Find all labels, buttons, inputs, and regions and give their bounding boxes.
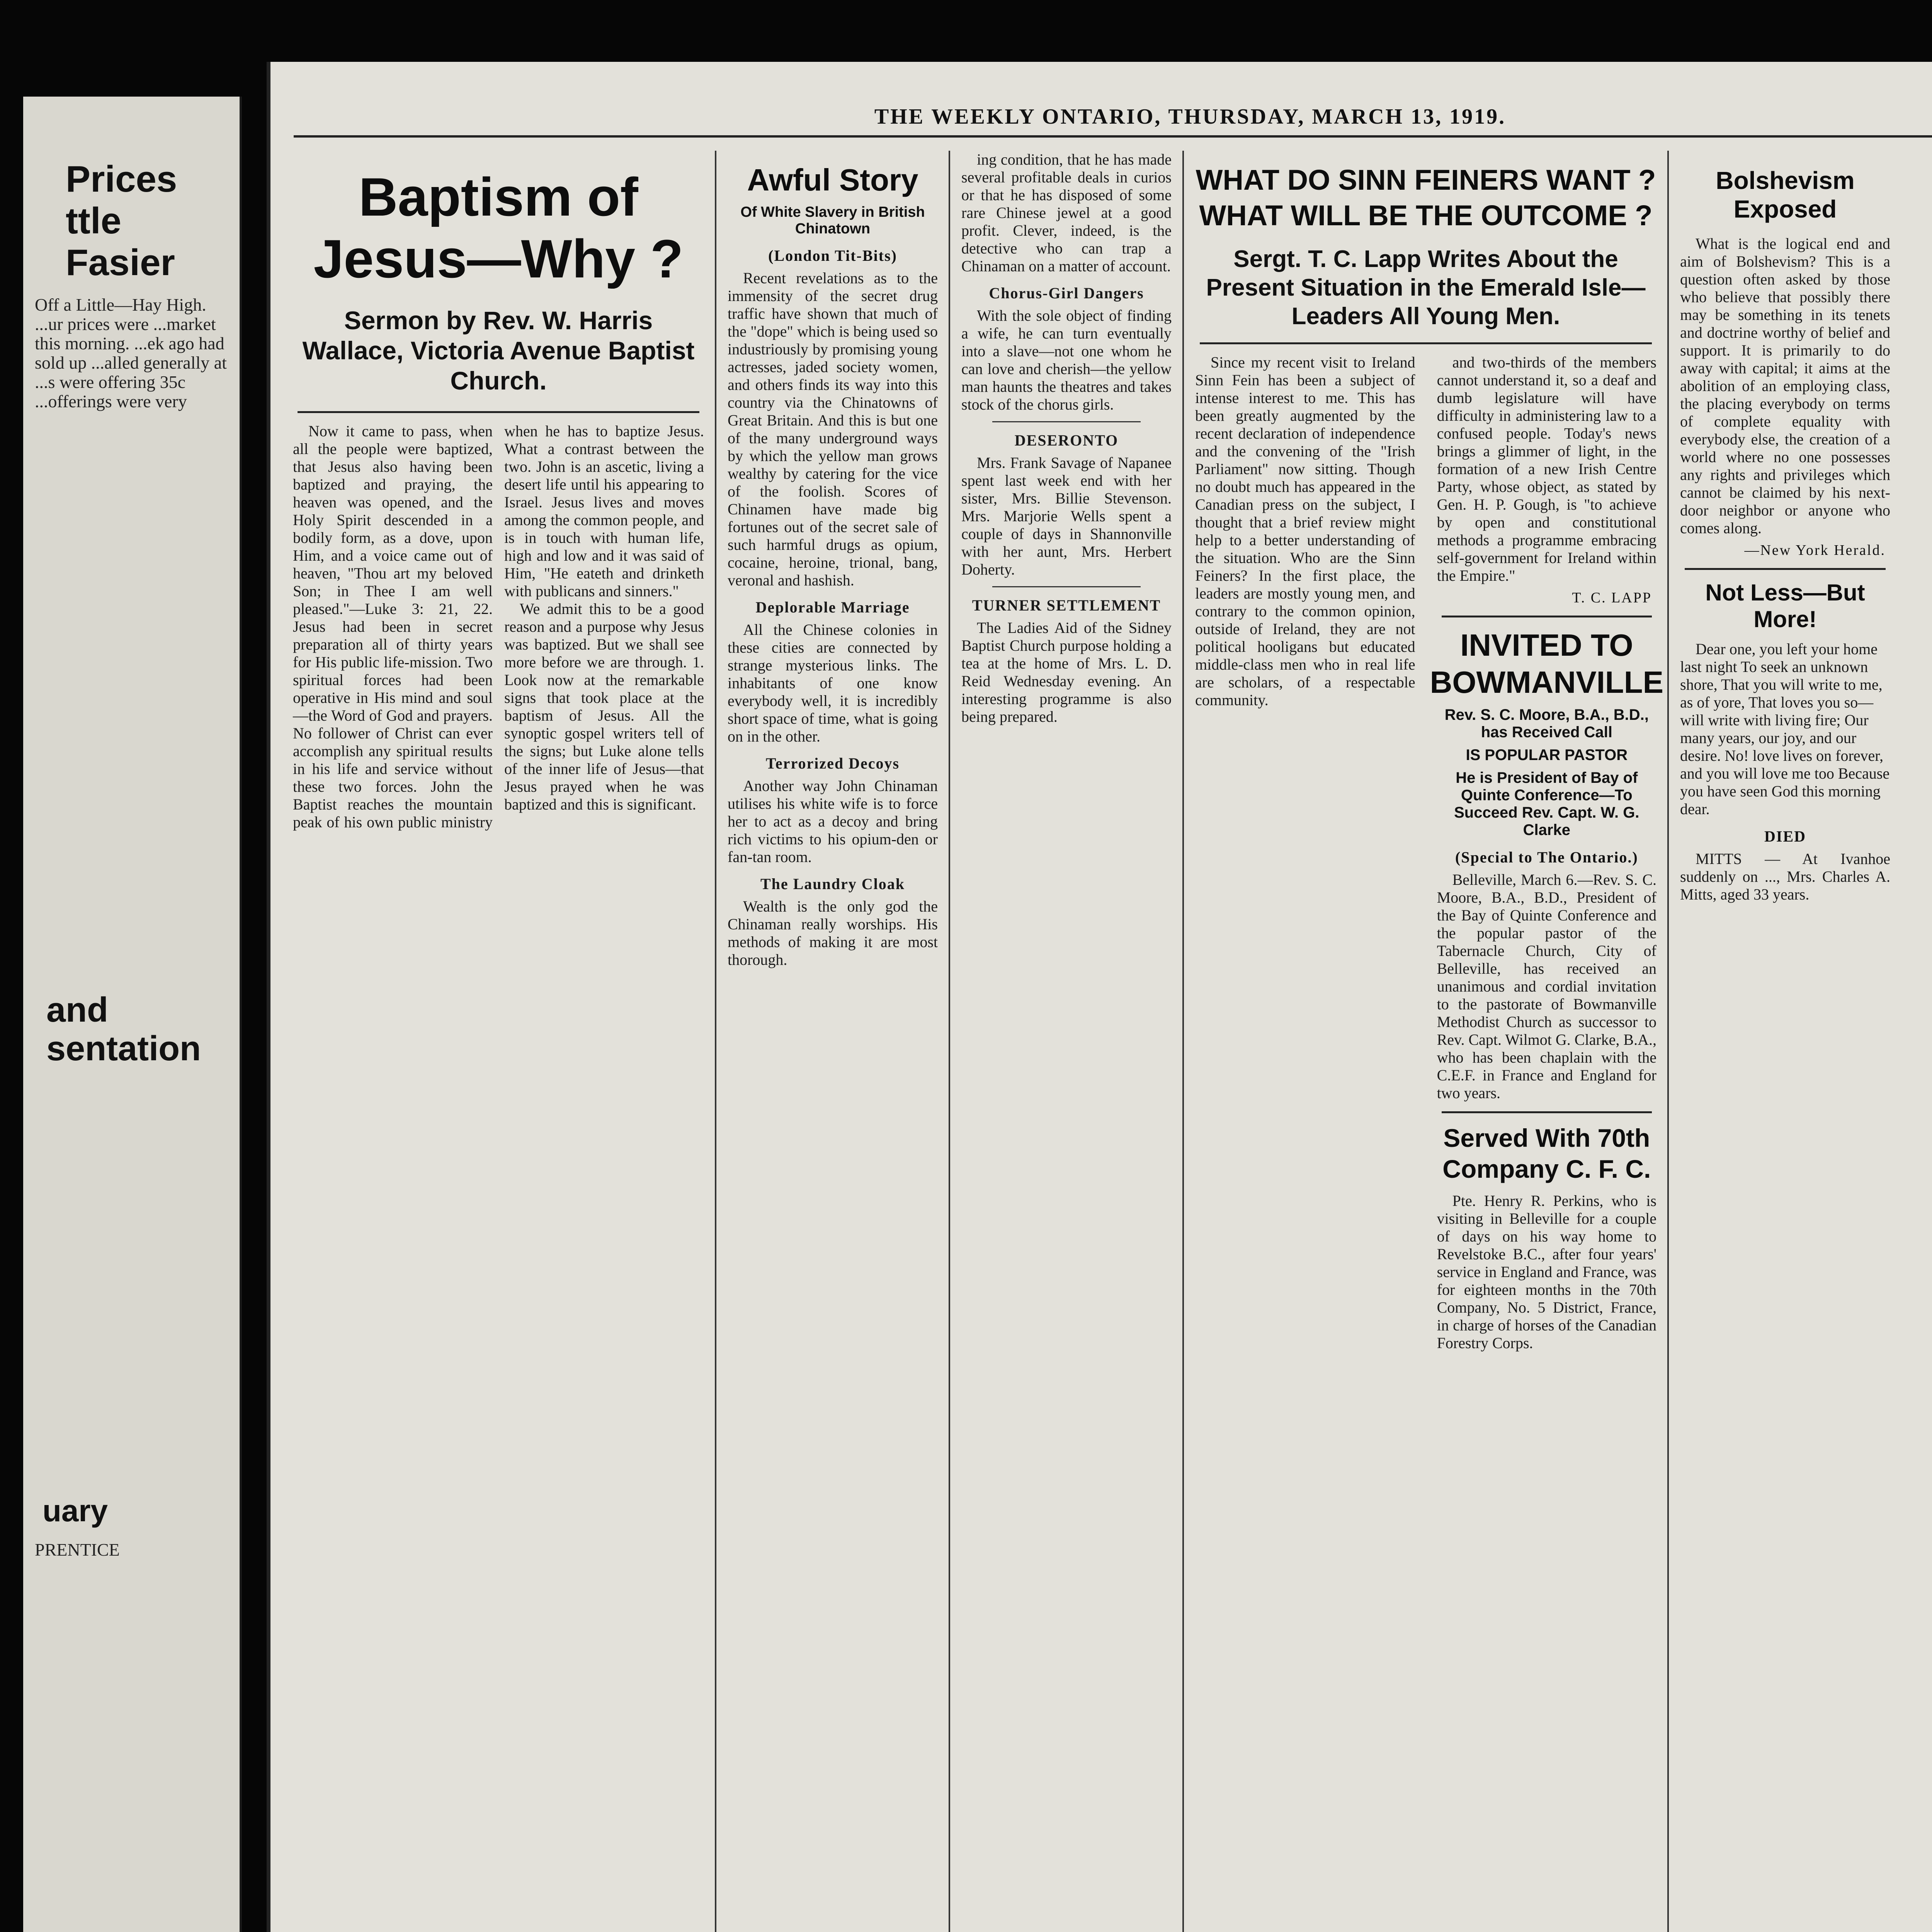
bolshevism-article bbox=[1673, 151, 1897, 1932]
invited-subhead: Rev. S. C. Moore, B.A., B.D., has Received Call bbox=[1444, 706, 1649, 741]
bolshevism-body bbox=[1680, 235, 1890, 537]
deseronto-heading: DESERONTO bbox=[1014, 432, 1119, 449]
col4-paragraph-2: With the sole object of finding a wife, he can turn eventually into a slave—not one whom he can love and cherish—the yellow man haunts the theatres and takes stock of the chorus girls. bbox=[961, 307, 1172, 413]
invited-body bbox=[1437, 871, 1656, 1102]
awful-story-subhead: Of White Slavery in British Chinatown bbox=[740, 204, 925, 237]
bolshevism-byline: —New York Herald. bbox=[1744, 542, 1886, 558]
col4-paragraph-1: ing condition, that he has made several profitable deals in curios or that he has disposed of some rare Chinese jewel at a good profit. Clever, indeed, is the detective who can trap a Chinaman on a matter of account. bbox=[961, 151, 1172, 275]
died-text: MITTS — At Ivanhoe suddenly on ..., Mrs. Charles A. Mitts, aged 33 years. bbox=[1680, 850, 1890, 903]
not-less-headline: Not Less—But More! bbox=[1705, 580, 1865, 632]
fragment-heading-3: uary bbox=[43, 1493, 108, 1528]
invited-dateline: (Special to The Ontario.) bbox=[1455, 849, 1638, 866]
sinn-fein-body bbox=[1195, 354, 1415, 1352]
sinn-fein-columns bbox=[1188, 354, 1663, 1352]
masthead-rule bbox=[294, 135, 1932, 138]
fragment-heading-2: and sentation bbox=[46, 991, 201, 1068]
column-rule bbox=[1667, 151, 1669, 1932]
awful-section-1: Deplorable Marriage bbox=[755, 599, 910, 616]
newspaper-page bbox=[267, 62, 1932, 1932]
sinn-fein-subhead: Sergt. T. C. Lapp Writes About the Present Situation in the Emerald Isle—Leaders All Young Men. bbox=[1206, 246, 1646, 330]
awful-section-2: Terrorized Decoys bbox=[765, 755, 900, 772]
baptism-paragraph-2: We admit this to be a good reason and a purpose why Jesus was baptized. But we shall see more before we are through. 1. Look now at the remarkable signs that took place at the baptism of Jesus. All the synoptic gospel writers tell of the signs; but Luke alone tells of the inner life of Jesus—that Jesus prayed when he was baptized and this is significant. bbox=[504, 600, 704, 813]
baptism-article bbox=[286, 151, 711, 1932]
fragment-text: Off a Little—Hay High. ...ur prices were ...market this morning. ...ek ago had sold up ...alled generally at ...s were offering 35c ...offerings were very bbox=[35, 295, 227, 411]
divider bbox=[298, 411, 699, 413]
awful-story-source: (London Tit-Bits) bbox=[768, 247, 897, 264]
awful-paragraph-1: Recent revelations as to the immensity of the secret drug traffic have shown that much of the "dope" which is being used so industriously by promising young actresses, jaded society women, and others finds its way into this country via the Chinatowns of Great Britain. And this is but one of the many underground ways by which the yellow man grows wealthy by catering for the vice of the foolish. Scores of Chinamen have made big fortunes out of the secret sale of such harmful drugs as opium, cocaine, heroine, trional, bang, veronal and hashish. bbox=[728, 269, 938, 589]
invited-subhead-3: He is President of Bay of Quinte Conference—To Succeed Rev. Capt. W. G. Clarke bbox=[1454, 769, 1639, 838]
invited-subhead-2: IS POPULAR PASTOR bbox=[1466, 747, 1628, 764]
served-body bbox=[1437, 1192, 1656, 1352]
baptism-paragraph-1: Now it came to pass, when all the people were baptized, that Jesus also having been baptized and praying, the heaven was opened, and the Holy Spirit descended in a bodily form, as a dove, upon Him, and a voice came out of heaven, "Thou art my beloved Son; in Thee I am well pleased."—Luke 3: 21, 22. Jesus had been in secret preparation all of thirty years for His public life-mission. Two spiritual forces had been operative in His mind and soul—the Word of God and prayers. No follower of Christ can ever accomplish any spiritual results in his life and service without these two forces. John the Baptist reaches the mountain peak of his own public ministry when he has to baptize Jesus. What a contrast between the two. John is an ascetic, living a desert life until his appearing to Israel. Jesus lives and moves among the common people, and is in touch with human life, high and low and it was said of Him, "He eateth and drinketh with publicans and sinners." bbox=[293, 422, 704, 831]
divider bbox=[1200, 342, 1652, 344]
col4-paragraph-3: Mrs. Frank Savage of Napanee spent last week end with her sister, Mrs. Billie Stevenson. Mrs. Marjorie Wells spent a couple of days in Shannonville with her aunt, Mrs. Herbert Doherty. bbox=[961, 454, 1172, 578]
turner-heading: TURNER SETTLEMENT bbox=[972, 597, 1161, 614]
divider bbox=[992, 421, 1141, 422]
divider bbox=[1442, 616, 1652, 617]
not-less-poem bbox=[1680, 640, 1890, 818]
awful-story-body bbox=[728, 269, 938, 969]
sinn-fein-right-column bbox=[1430, 354, 1663, 1352]
awful-paragraph-2: All the Chinese colonies in these cities are connected by strange mysterious links. The inhabitants of one know everybody well, it is incredibly short space of time, what is going on in the other. bbox=[728, 621, 938, 745]
column-rule bbox=[1182, 151, 1184, 1932]
masthead: THE WEEKLY ONTARIO, THURSDAY, MARCH 13, 1919. bbox=[874, 105, 1506, 129]
bolshevism-paragraph: What is the logical end and aim of Bolshevism? This is a question often asked by those who believe that possibly there may be something in its tenets and doctrine worthy of belief and support. It is primarily to do away with capital; it aims at the abolition of an employing class, the placing everybody on terms of complete equality with everybody else, the creation of a world where no one possesses any rights and privileges which cannot be claimed by his next-door neighbor or anyone who comes along. bbox=[1680, 235, 1890, 537]
baptism-headline: Baptism of Jesus—Why ? bbox=[313, 167, 684, 289]
column-rule bbox=[715, 151, 716, 1932]
sinn-paragraph-1: Since my recent visit to Ireland Sinn Fein has been a subject of intense interest to me. This has been greatly augmented by the recent declaration of independence and the convening of the "Irish Parliament" now sitting. Though no doubt much has appeared in the Canadian press on the subject, I thought that a brief review might help to a better understanding of the situation. Who are the Sinn Feiners? In the first place, the leaders are mostly young men, and contrary to the common opinion, outside of Ireland, they are not political hooligans but educated middle-class men who in real life are scholars, of a respectable community. bbox=[1195, 354, 1415, 709]
column-rule bbox=[949, 151, 950, 1932]
died-heading: DIED bbox=[1764, 828, 1806, 845]
fragment-heading: Prices ttle Fasier bbox=[66, 158, 177, 283]
awful-section-3: The Laundry Cloak bbox=[760, 875, 905, 893]
baptism-subhead: Sermon by Rev. W. Harris Wallace, Victoria Avenue Baptist Church. bbox=[302, 306, 695, 395]
died-notice bbox=[1680, 850, 1890, 903]
left-page-fragment bbox=[23, 97, 242, 1932]
divider bbox=[1685, 568, 1886, 570]
divider bbox=[1442, 1111, 1652, 1113]
col4-paragraph-4: The Ladies Aid of the Sidney Baptist Church purpose holding a tea at the home of Mrs. L. D. Reid Wednesday evening. An interesting programme is also being prepared. bbox=[961, 619, 1172, 725]
sinn-fein-headline: WHAT DO SINN FEINERS WANT ? WHAT WILL BE THE OUTCOME ? bbox=[1196, 164, 1656, 231]
awful-story-headline: Awful Story bbox=[747, 163, 918, 197]
served-headline: Served With 70th Company C. F. C. bbox=[1442, 1124, 1651, 1183]
divider bbox=[992, 586, 1141, 587]
awful-paragraph-3: Another way John Chinaman utilises his white wife is to force her to act as a decoy and bring rich victims to his opium-den or fan-tan room. bbox=[728, 777, 938, 866]
invited-headline: INVITED TO BOWMANVILLE bbox=[1430, 628, 1663, 699]
column-4-body bbox=[961, 151, 1172, 726]
sinn-fein-body-2 bbox=[1437, 354, 1656, 585]
column-4 bbox=[954, 151, 1179, 1932]
sinn-fein-byline: T. C. LAPP bbox=[1572, 590, 1652, 606]
awful-paragraph-4: Wealth is the only god the Chinaman really worships. His methods of making it are most thorough. bbox=[728, 898, 938, 968]
baptism-body bbox=[293, 422, 704, 1932]
not-less-text: Dear one, you left your home last night To seek an unknown shore, That you will write to me, as of yore, That loves you so—will write with living fire; Our many years, our joy, and our desire. No! love lives on forever, and you will love me too Because you have seen God this morning dear. bbox=[1680, 640, 1890, 818]
col4-section-1: Chorus-Girl Dangers bbox=[989, 284, 1144, 302]
served-paragraph: Pte. Henry R. Perkins, who is visiting in Belleville for a couple of days on his way home to Revelstoke B.C., after four years' service in England and France, was for eighteen months in the 70th Company, No. 5 District, France, in charge of horses of the Canadian Forestry Corps. bbox=[1437, 1192, 1656, 1352]
sinn-fein-article bbox=[1188, 151, 1663, 1932]
invited-paragraph: Belleville, March 6.—Rev. S. C. Moore, B.A., B.D., President of the Bay of Quinte Conference and the popular pastor of the Tabernacle Church, City of Belleville, has received an unanimous and cordial invitation to the pastorate of Bowmanville Methodist Church as successor to Rev. Capt. Wilmot G. Clarke, B.A., who has been chaplain with the C.E.F. in France and England for two years. bbox=[1437, 871, 1656, 1102]
awful-story-article bbox=[721, 151, 945, 1932]
fragment-name: PRENTICE bbox=[35, 1540, 120, 1560]
bolshevism-headline: Bolshevism Exposed bbox=[1716, 167, 1855, 223]
sinn-paragraph-2: and two-thirds of the members cannot understand it, so a deaf and dumb legislature will have difficulty in administering law to a confused people. Today's news brings a glimmer of light, in the formation of a new Irish Centre Party, whose object, as stated by Gen. H. P. Gough, is "to achieve by open and constitutional methods a programme embracing self-government for Ireland within the Empire." bbox=[1437, 354, 1656, 584]
